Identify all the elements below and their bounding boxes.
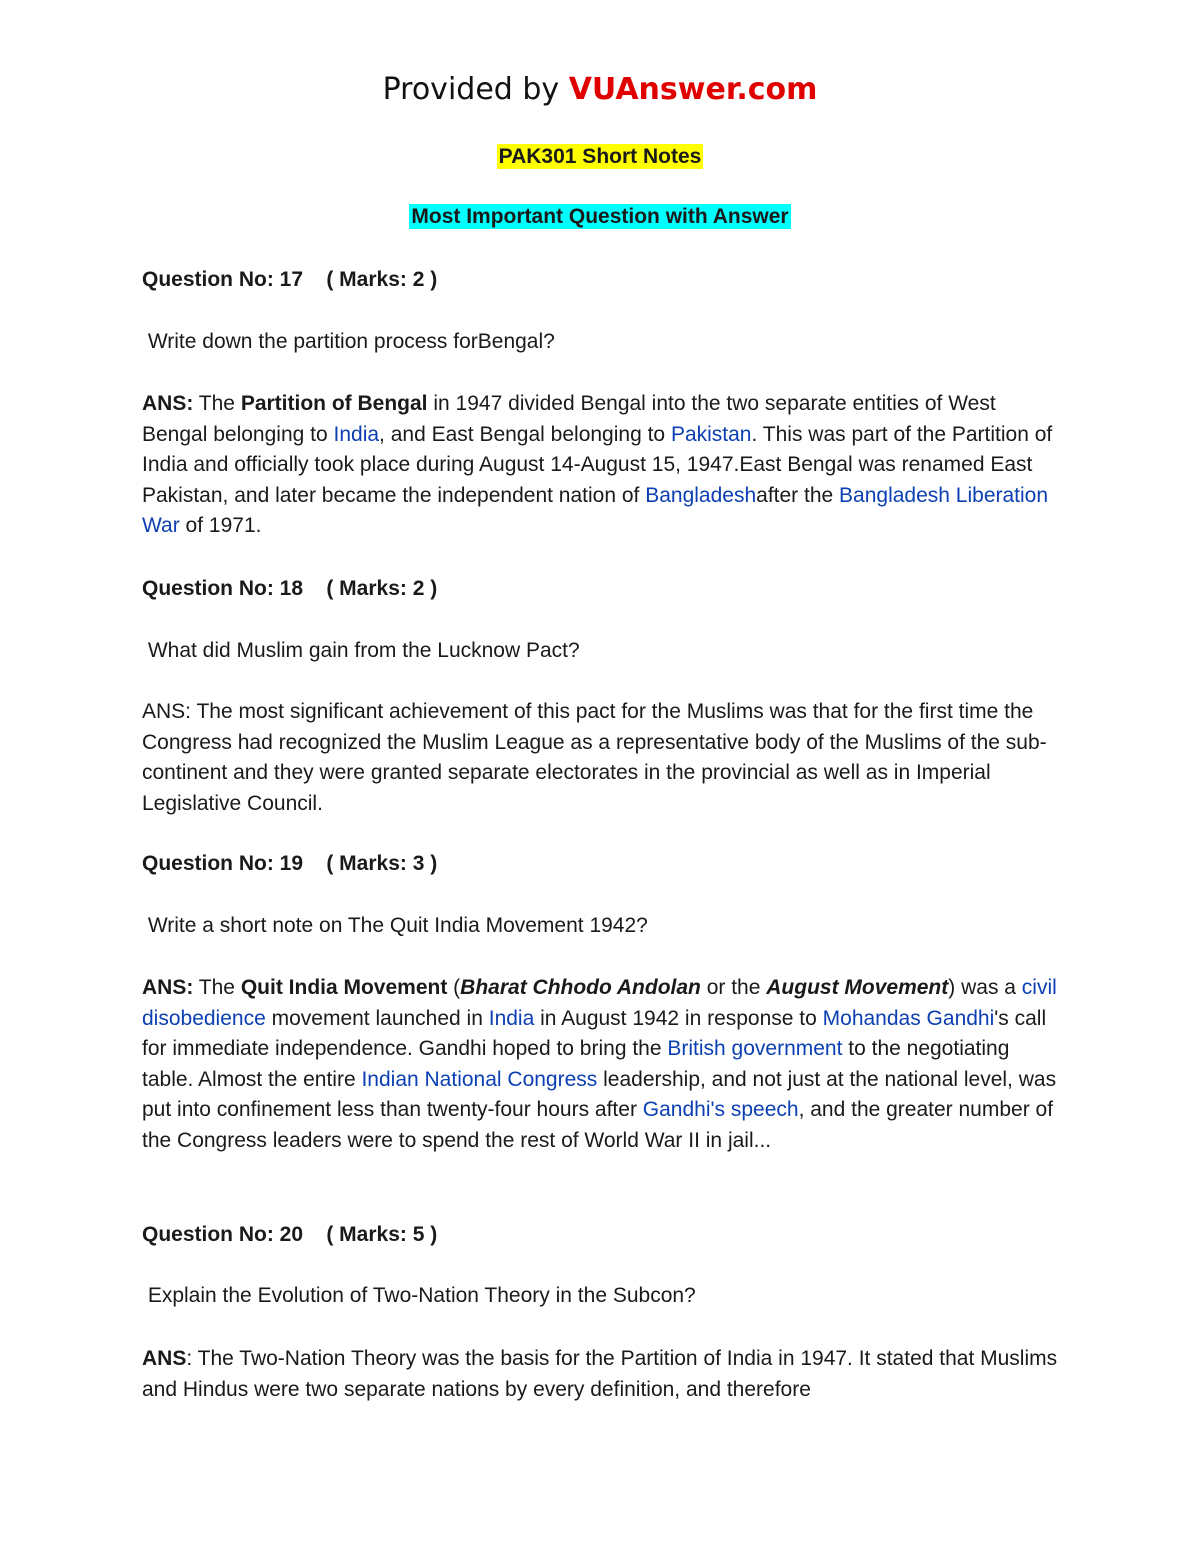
question-text: Explain the Evolution of Two-Nation Theory in the Subcon? xyxy=(142,1284,696,1307)
provider-header xyxy=(0,72,1200,107)
link-bangladesh[interactable]: Bangladesh xyxy=(645,483,757,507)
question-text: Write down the partition process forBengal? xyxy=(142,330,555,353)
answer-text: . This was part of the Partition of India and officially took place during August 14-August 15, 1947.East Bengal was renamed East Pakistan, and later became the independent nation of xyxy=(142,422,1053,507)
answer-text: The xyxy=(193,976,241,999)
answer-text: ) was a xyxy=(948,976,1022,999)
question-17-text xyxy=(142,327,1062,358)
answer-text: , and the greater number of the Congress leaders were to spend the rest of World War II in jail... xyxy=(142,1098,1054,1152)
question-19-heading xyxy=(142,849,1062,880)
question-18-text xyxy=(142,636,1062,667)
answer-text: , and East Bengal belonging to xyxy=(379,422,671,446)
answer-text: 's call for immediate independence. Gandhi hoped to bring the xyxy=(142,1006,1047,1061)
answer-text: movement launched in xyxy=(265,1006,489,1030)
link-india[interactable]: India xyxy=(488,1006,535,1030)
question-17-answer xyxy=(142,389,1062,542)
answer-text: to the negotiating table. Almost the entire xyxy=(142,1037,1010,1091)
question-text: Write a short note on The Quit India Movement 1942? xyxy=(142,914,648,937)
answer-text: in 1947 divided Bengal into the two separate entities of West Bengal belonging to xyxy=(142,392,996,446)
answer-bold-term: Partition of Bengal xyxy=(240,392,428,415)
link-india[interactable]: India xyxy=(333,422,380,446)
question-20-answer xyxy=(142,1344,1062,1405)
link-bangladesh-liberation-war[interactable]: Bangladesh Liberation War xyxy=(142,483,1049,538)
subtitle xyxy=(0,205,1200,229)
answer-text: or the xyxy=(700,976,767,999)
question-heading: Question No: 19 ( Marks: 3 ) xyxy=(142,852,438,875)
answer-bold-italic-term: Bharat Chhodo Andolan xyxy=(460,976,701,999)
answer-text: ( xyxy=(447,976,461,999)
question-19-answer xyxy=(142,973,1062,1157)
brand-name: VUAnswer.com xyxy=(568,72,818,107)
question-heading: Question No: 20 ( Marks: 5 ) xyxy=(142,1223,438,1246)
answer-text: after the xyxy=(756,483,840,507)
link-pakistan[interactable]: Pakistan xyxy=(670,422,752,446)
answer-label: ANS: xyxy=(142,392,194,415)
answer-bold-term: Quit India Movement xyxy=(240,976,448,999)
question-17-heading xyxy=(142,265,1062,296)
answer-label: ANS: xyxy=(142,976,194,999)
course-title-text: PAK301 Short Notes xyxy=(498,145,702,168)
link-british-government[interactable]: British government xyxy=(667,1037,843,1061)
question-text: What did Muslim gain from the Lucknow Pact? xyxy=(142,639,580,662)
question-20-text xyxy=(142,1281,1062,1312)
answer-text: The xyxy=(193,392,241,415)
answer-text: in August 1942 in response to xyxy=(534,1006,823,1030)
question-19-text xyxy=(142,911,1062,942)
answer-text: : The Two-Nation Theory was the basis for the Partition of India in 1947. It stated that Muslims and Hindus were two separate nations by every definition, and therefore xyxy=(142,1347,1058,1401)
answer-label: ANS xyxy=(142,1347,187,1370)
question-20-heading xyxy=(142,1220,1062,1251)
link-mohandas-gandhi[interactable]: Mohandas Gandhi xyxy=(822,1006,995,1030)
link-indian-national-congress[interactable]: Indian National Congress xyxy=(361,1067,598,1091)
subtitle-text: Most Important Question with Answer xyxy=(411,205,789,228)
header-prefix: Provided by xyxy=(382,72,569,107)
course-title xyxy=(0,145,1200,169)
answer-text: leadership, and not just at the national level, was put into confinement less than twenty-four hours after xyxy=(142,1067,1057,1122)
answer-text: ANS: The most significant achievement of this pact for the Muslims was that for the first time the Congress had recognized the Muslim League as a representative body of the Muslims of the sub-continent and they were granted separate electorates in the provincial as well as in Imperial Legislative Council. xyxy=(142,700,1047,815)
answer-bold-italic-term: August Movement xyxy=(766,976,949,999)
question-18-answer xyxy=(142,697,1062,819)
question-heading: Question No: 18 ( Marks: 2 ) xyxy=(142,577,438,600)
question-18-heading xyxy=(142,574,1062,605)
link-gandhis-speech[interactable]: Gandhi's speech xyxy=(642,1098,799,1122)
question-heading: Question No: 17 ( Marks: 2 ) xyxy=(142,268,438,291)
link-civil-disobedience[interactable]: civil disobedience xyxy=(142,976,1057,1030)
answer-text: of 1971. xyxy=(179,514,262,538)
